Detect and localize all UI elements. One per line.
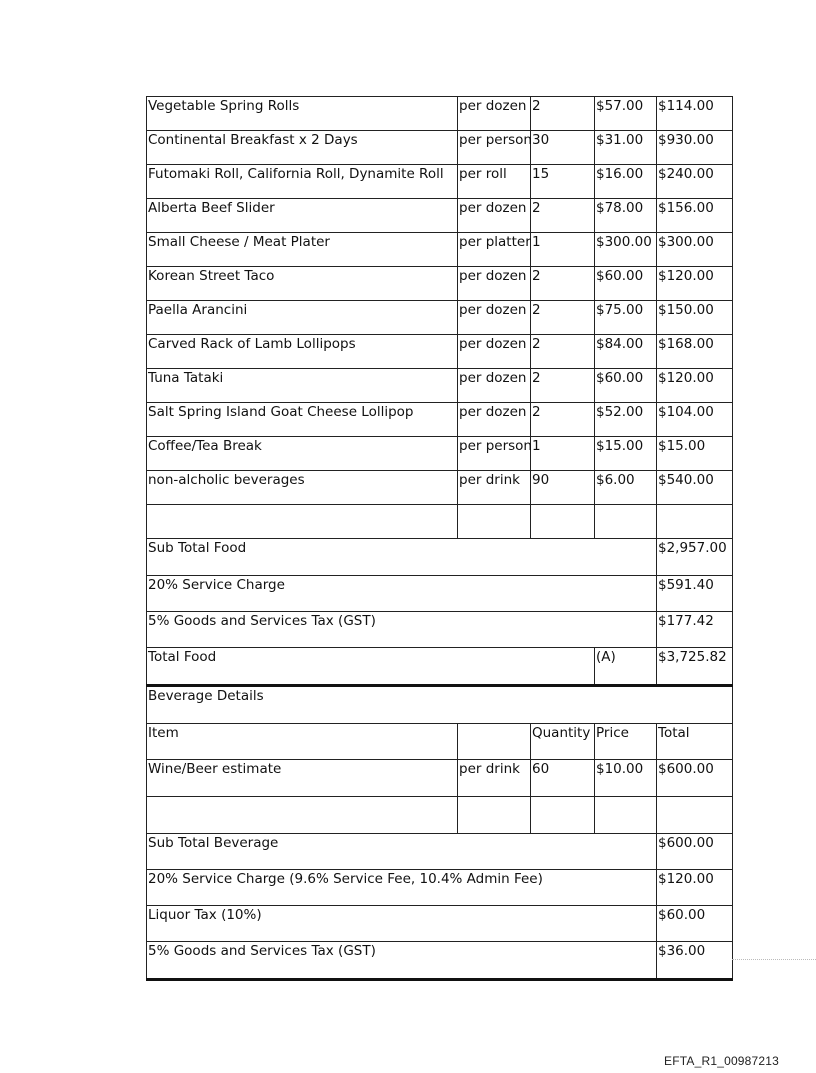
beverage-title-row [147,686,733,724]
beverage-gst-value: $36.00 [657,942,733,980]
beverage-subtotal-label: Sub Total Beverage [147,834,657,870]
cell-price: $75.00 [595,301,657,335]
cell-total: $120.00 [657,369,733,403]
food-item-row [147,131,733,165]
header-quantity: Quantity [531,724,595,760]
cell-price: $60.00 [595,369,657,403]
cell-total: $156.00 [657,199,733,233]
cell-item: Futomaki Roll, California Roll, Dynamite Roll [147,165,458,199]
food-item-row [147,233,733,267]
cell-unit: per drink [458,471,531,505]
cell-price: $10.00 [595,760,657,797]
cell-total: $300.00 [657,233,733,267]
cell-total: $930.00 [657,131,733,165]
cell-price: $300.00 [595,233,657,267]
beverage-service-label: 20% Service Charge (9.6% Service Fee, 10.4% Admin Fee) [147,870,657,906]
food-service-label: 20% Service Charge [147,576,657,612]
cell-total: $240.00 [657,165,733,199]
cell-unit: per roll [458,165,531,199]
beverage-gst-label: 5% Goods and Services Tax (GST) [147,942,657,980]
beverage-blank-row [147,797,733,834]
food-total-marker: (A) [595,648,657,686]
cell-unit: per dozen [458,97,531,131]
cell-item: Alberta Beef Slider [147,199,458,233]
beverage-subtotal-row [147,834,733,870]
cell-item: non-alcholic beverages [147,471,458,505]
header-unit [458,724,531,760]
cell-price: $52.00 [595,403,657,437]
cell-item: Tuna Tataki [147,369,458,403]
header-total: Total [657,724,733,760]
cell-unit: per dozen [458,403,531,437]
beverage-liquor-row [147,906,733,942]
cell-item: Paella Arancini [147,301,458,335]
cell-total: $104.00 [657,403,733,437]
food-item-row [147,403,733,437]
cell-item: Coffee/Tea Break [147,437,458,471]
cell-unit: per platter [458,233,531,267]
food-item-row [147,267,733,301]
cell-qty: 1 [531,233,595,267]
header-item: Item [147,724,458,760]
food-service-value: $591.40 [657,576,733,612]
food-blank-row [147,505,733,539]
page-divider [732,959,816,960]
beverage-subtotal-value: $600.00 [657,834,733,870]
food-item-row [147,301,733,335]
cell-unit: per person [458,437,531,471]
cell-qty: 2 [531,335,595,369]
cell-item: Salt Spring Island Goat Cheese Lollipop [147,403,458,437]
cell-total: $150.00 [657,301,733,335]
cell-unit: per dozen [458,301,531,335]
document-id: EFTA_R1_00987213 [664,1054,780,1068]
food-summary [147,505,733,686]
cell-unit: per person [458,131,531,165]
cell-total: $114.00 [657,97,733,131]
food-item-row [147,97,733,131]
cell-qty: 2 [531,199,595,233]
food-total-value: $3,725.82 [657,648,733,686]
food-subtotal-value: $2,957.00 [657,539,733,576]
cell-unit: per dozen [458,335,531,369]
beverage-item-row [147,760,733,797]
cell-unit: per drink [458,760,531,797]
cell-total: $120.00 [657,267,733,301]
cell-item: Carved Rack of Lamb Lollipops [147,335,458,369]
beverage-liquor-label: Liquor Tax (10%) [147,906,657,942]
cell-total: $15.00 [657,437,733,471]
food-item-row [147,369,733,403]
cell-price: $31.00 [595,131,657,165]
cell-total: $600.00 [657,760,733,797]
cell-qty: 1 [531,437,595,471]
beverage-service-value: $120.00 [657,870,733,906]
cell-item: Vegetable Spring Rolls [147,97,458,131]
cell-price: $60.00 [595,267,657,301]
food-gst-label: 5% Goods and Services Tax (GST) [147,612,657,648]
cell-item: Wine/Beer estimate [147,760,458,797]
cell-item: Korean Street Taco [147,267,458,301]
cell-price: $6.00 [595,471,657,505]
food-item-row [147,437,733,471]
cell-unit: per dozen [458,199,531,233]
food-service-row [147,576,733,612]
food-item-row [147,335,733,369]
cell-item: Small Cheese / Meat Plater [147,233,458,267]
cell-item: Continental Breakfast x 2 Days [147,131,458,165]
food-total-label: Total Food [147,648,595,686]
food-items-body [147,97,733,505]
cell-qty: 2 [531,403,595,437]
food-gst-value: $177.42 [657,612,733,648]
beverage-section [147,686,733,797]
beverage-liquor-value: $60.00 [657,906,733,942]
header-price: Price [595,724,657,760]
cell-price: $57.00 [595,97,657,131]
cell-qty: 60 [531,760,595,797]
cell-qty: 90 [531,471,595,505]
cell-qty: 2 [531,301,595,335]
beverage-gst-row [147,942,733,980]
catering-estimate-table [146,96,733,981]
food-item-row [147,165,733,199]
food-item-row [147,199,733,233]
food-gst-row [147,612,733,648]
cell-qty: 2 [531,369,595,403]
beverage-service-row [147,870,733,906]
cell-unit: per dozen [458,267,531,301]
cell-price: $16.00 [595,165,657,199]
beverage-section-title: Beverage Details [147,686,733,724]
cell-qty: 2 [531,267,595,301]
cell-total: $540.00 [657,471,733,505]
cell-total: $168.00 [657,335,733,369]
cell-qty: 15 [531,165,595,199]
cell-price: $78.00 [595,199,657,233]
cell-price: $84.00 [595,335,657,369]
cell-qty: 30 [531,131,595,165]
food-subtotal-label: Sub Total Food [147,539,657,576]
cell-price: $15.00 [595,437,657,471]
food-total-row [147,648,733,686]
cell-qty: 2 [531,97,595,131]
food-subtotal-row [147,539,733,576]
beverage-summary [147,797,733,980]
cell-unit: per dozen [458,369,531,403]
beverage-header-row [147,724,733,760]
food-item-row [147,471,733,505]
